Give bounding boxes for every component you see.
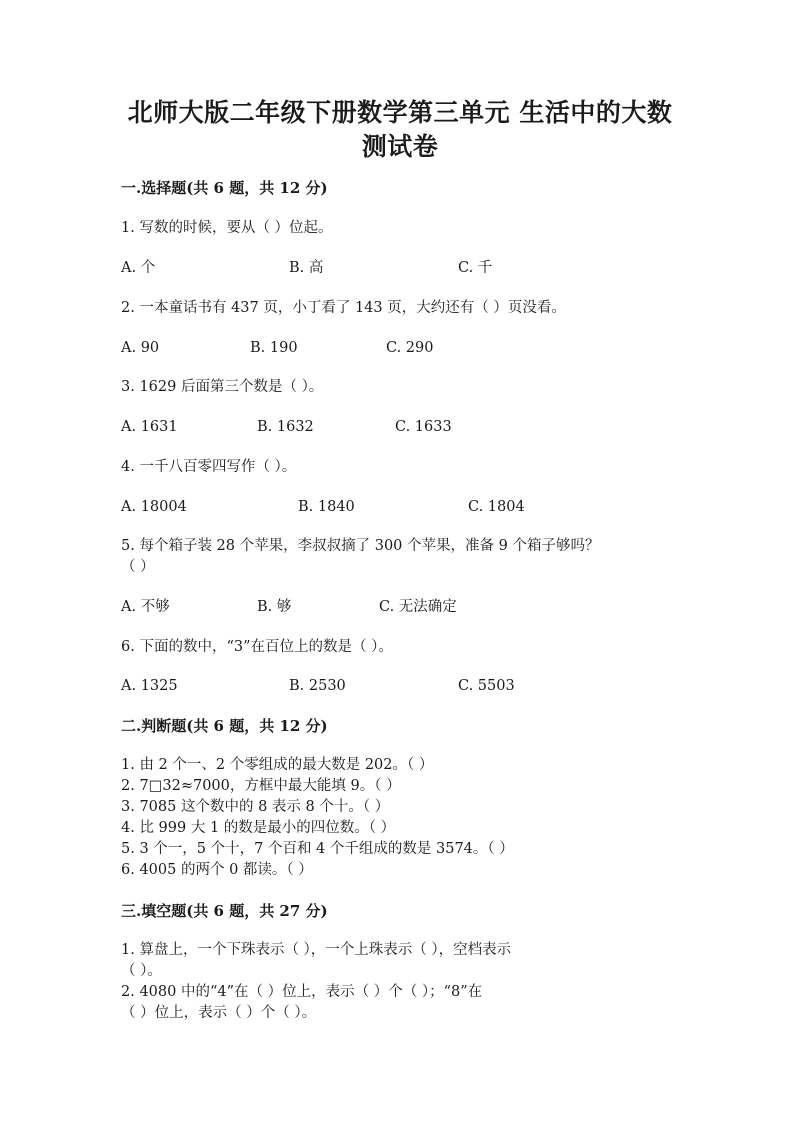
question-text: 2. 一本童话书有 437 页，小丁看了 143 页，大约还有（ ）页没看。 [121, 300, 566, 316]
option-c: C. 无法确定 [379, 599, 457, 615]
option-c: C. 5503 [458, 678, 515, 694]
page-title-line2: 测试卷 [361, 132, 439, 161]
option-b: B. 190 [250, 340, 298, 356]
option-c: C. 千 [458, 260, 493, 276]
judgement-item: 1. 由 2 个一、2 个零组成的最大数是 202。（ ） [121, 757, 434, 773]
option-c: C. 1804 [468, 499, 525, 515]
judgement-item: 5. 3 个一，5 个十，7 个百和 4 个千组成的数是 3574。（ ） [121, 841, 514, 857]
page-title-line1: 北师大版二年级下册数学第三单元 生活中的大数 [127, 98, 673, 127]
question-text: 5. 每个箱子装 28 个苹果，李叔叔摘了 300 个苹果，准备 9 个箱子够吗？ [121, 538, 600, 554]
question-text: 1. 写数的时候，要从（ ）位起。 [121, 220, 333, 236]
option-a: A. 1631 [121, 419, 178, 435]
question-text: 4. 一千八百零四写作（ ）。 [121, 459, 297, 475]
judgement-item: 6. 4005 的两个 0 都读。（ ） [121, 862, 313, 878]
question-text-continued: （ ） [121, 559, 155, 575]
question-text: 6. 下面的数中，“3”在百位上的数是（ ）。 [121, 639, 393, 655]
option-c: C. 290 [386, 340, 434, 356]
section-heading-fill-blank: 三.填空题(共 6 题，共 27 分) [121, 902, 328, 920]
option-a: A. 90 [121, 340, 160, 356]
fill-blank-line: （ ）位上，表示（ ）个（ ）。 [121, 1005, 317, 1021]
section-heading-judgement: 二.判断题(共 6 题，共 12 分) [121, 717, 328, 735]
option-a: A. 个 [121, 260, 156, 276]
option-b: B. 够 [257, 599, 292, 615]
option-b: B. 2530 [289, 678, 346, 694]
option-c: C. 1633 [395, 419, 452, 435]
option-a: A. 18004 [121, 499, 187, 515]
fill-blank-line: 2. 4080 中的“4”在（ ）位上，表示（ ）个（ ）；“8”在 [121, 984, 483, 1000]
fill-blank-line: 1. 算盘上，一个下珠表示（ ），一个上珠表示（ ），空档表示 [121, 942, 512, 958]
question-text: 3. 1629 后面第三个数是（ ）。 [121, 379, 324, 395]
option-b: B. 1840 [298, 499, 355, 515]
option-b: B. 高 [289, 260, 324, 276]
option-b: B. 1632 [257, 419, 314, 435]
fill-blank-line: （ ）。 [121, 963, 162, 979]
judgement-item: 4. 比 999 大 1 的数是最小的四位数。（ ） [121, 820, 396, 836]
option-a: A. 1325 [121, 678, 178, 694]
section-heading-choice: 一.选择题(共 6 题，共 12 分) [121, 179, 328, 197]
judgement-item: 2. 7□32≈7000，方框中最大能填 9。（ ） [121, 778, 401, 794]
judgement-item: 3. 7085 这个数中的 8 表示 8 个十。（ ） [121, 799, 390, 815]
option-a: A. 不够 [121, 599, 170, 615]
